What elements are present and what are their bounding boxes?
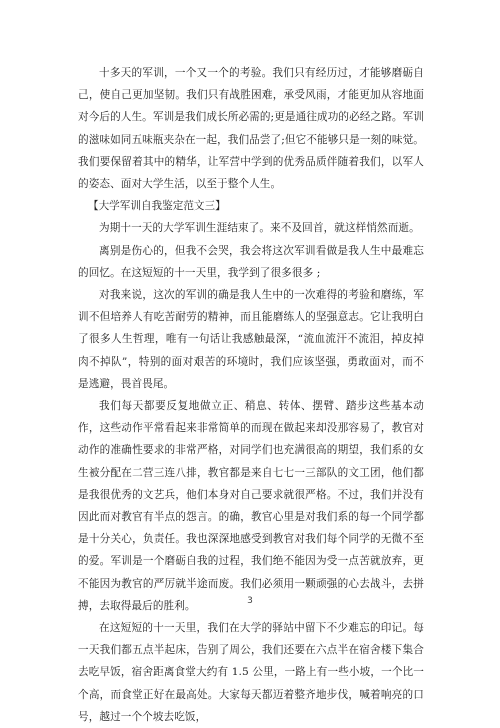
paragraph-farewell: 离别是伤心的，但我不会哭，我会将这次军训看做是我人生中最难忘的回忆。在这短短的十一天里，我学到了很多很多 ;: [78, 244, 424, 279]
paragraph-drills-and-instructors: 我们每天都要反复地做立正、稍息、转体、摆臂、踏步这些基本动作，这些动作平常看起来非常简单的而现在做起来却没那容易了，教官对动作的准确性要求的非常严格，对同学们也充满很高的期望，我们系的女生被分配在二营三连八排，教官都是来自七七一三部队的文工团，他们都是我很优秀的文艺兵，他们本身对自己要求就很严格。不过，我们并没有因此而对教官有半点的怨言。的确，教官心里是对我们系的每一个同学都是十分关心，负责任。我也深深地感受到教官对我们每个同学的无微不至的爱。军训是一个磨砺自我的过程，我们绝不能因为受一点苦就放弃，更不能因为教官的严厉就半途而废。我们必须用一颗顽强的心去战斗，去拼搏，去取得最后的胜利。: [78, 400, 424, 612]
paragraph-daily-routine: 在这短短的十一天里，我们在大学的驿站中留下不少难忘的印记。每一天我们都五点半起床，告别了周公，我们还要在六点半在宿舍楼下集合去吃早饭，宿舍距离食堂大约有 1.5 公里，一路上有一些小坡，一个比一个高，而食堂正好在最高处。大家每天都迈着整齐地步伐，喊着响亮的口号，越过一个个坡去吃饭，: [78, 622, 424, 723]
paragraph-military-training-reflection: 十多天的军训，一个又一个的考验。我们只有经历过，才能够磨砺自己，使自己更加坚韧。我们只有战胜困难，承受风雨，才能更加从容地面对今后的人生。军训是我们成长所必需的;更是通往成功的必经之路。军训的滋味如同五味瓶夹杂在一起，我们品尝了;但它不能够只是一刻的味觉。我们要保留着其中的精华，让军营中学到的优秀品质伴随着我们，以军人的姿态、面对大学生活，以至于整个人生。: [78, 67, 424, 191]
document-body: [78, 62, 424, 728]
section-heading: 【大学军训自我鉴定范文三】: [88, 200, 226, 213]
paragraph-life-lessons: 对我来说，这次的军训的确是我人生中的一次难得的考验和磨练，军训不但培养人有吃苦耐劳的精神，而且能磨练人的坚强意志。它让我明白了很多人生哲理，唯有一句话让我感触最深，“流血流汗不流泪，掉皮掉肉不掉队”，特别的面对艰苦的环境时，我们应该坚强，勇敢面对，而不是逃避，畏首畏尾。: [78, 289, 424, 390]
page-number: 3: [247, 596, 253, 606]
paragraph-training-ended: 为期十一天的大学军训生涯结束了。来不及回首，就这样悄然而逝。: [99, 222, 420, 235]
